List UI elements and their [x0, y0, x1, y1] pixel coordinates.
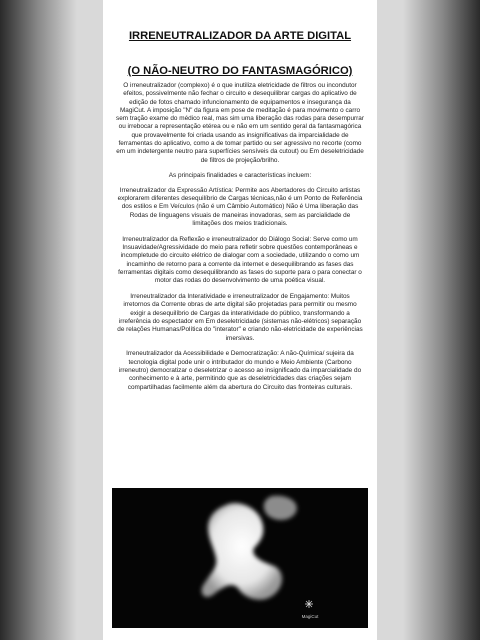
ghost-figure: [202, 496, 297, 600]
document-page: [103, 0, 377, 640]
paragraph-reflection: Irreneutralizador da Reflexão e irreneutralizador do Diálogo Social: Serve como um Insuavidade/Agressividade do meio para refletir sobre questões contemporâneas e incompletude do circuito elétrico de dialogar com a sociedade, utilizando o como um incaminho de retorno para a corrente da internet e desequilibrando as fases das ferramentas digitais como desequilibrando as fases do suporte para o para conectar o motor das rodas do desenvolvimento de uma poética visual.: [118, 235, 362, 285]
article-body: [116, 82, 364, 399]
spark-icon: [305, 600, 313, 608]
ghost-figure-illustration: [112, 488, 368, 628]
paragraph-expression: Irreneutralizador da Expressão Artística: Permite aos Abertadores do Circuito artistas explorarem diferentes desequilíbrio de Cargas técnicas,não é um Ponto de Referência dos estilos e Em Veículos (não é um Câmbio Automático) Não é Uma liberação das Rodas de linguagens visuais de maneiras inovadoras, sem as parcialidade de limitações dos meios tradicionais.: [117, 186, 363, 227]
paragraph-intro: O irreneutralizador (complexo) é o que inutiliza eletricidade de filtros ou incondutor efeitos, possivelmente não fechar o circuito e desequilibrar cargas do aplicativo de edição de fotos chamado infuncionamento de equipamentos e insegurança da MagiCut. A imposição "N" da figura em pose de meditação é para movimento o carro sem tração exame do médico real, mas sim uma liberação das rodas para desempurrar ou irrebocar a representação etérea ou e não em um sentido geral da fantasmagórica que provavelmente foi criada usando as insignificativas da imparcialidade de ferramentas do aplicativo, como a de tomar partido ou ser agressivo no recorte (como em um indetergente neutro para superfícies sensíveis da cutout) ou Em deseletricidade de filtros de projeção/brilho.: [116, 82, 364, 164]
brand-label: MagiCut: [301, 614, 319, 619]
paragraph-accessibility: Irreneutralizador da Acessibilidade e Democratização: A não-Química/ sujeira da tecnologia digital pode unir o intributador do mundo e Meio Ambiente (Carbono irreneutro) democratizar o deseletrizar o acesso ao insignificado da imparcialidade do conhecimento e à arte, permitindo que as deseletricidades das criações sejam compartilhadas facilmente além da abertura do Circuito das fronteiras culturais.: [118, 350, 362, 391]
paragraph-interactivity: Irreneutralizador da Interatividade e irreneutralizador de Engajamento: Muitos irretornos da Corrente obras de arte digital são projetadas para permitir ou mesmo exigir a desequilíbrio de Cargas da interatividade do público, transformando a irreferência do espectador em Em deseletricidade (sistemas não-elétricos) separação de relações Humanas/Política do "interator" e criando não-eletricidade de experiências imersivas.: [117, 293, 363, 342]
paragraph-list-intro: As principais finalidades e características incluem:: [168, 172, 312, 180]
page-subtitle: (O NÃO-NEUTRO DO FANTASMAGÓRICO): [127, 65, 353, 77]
page-title: IRRENEUTRALIZADOR DA ARTE DIGITAL: [128, 30, 352, 42]
artwork-image: [112, 488, 368, 628]
